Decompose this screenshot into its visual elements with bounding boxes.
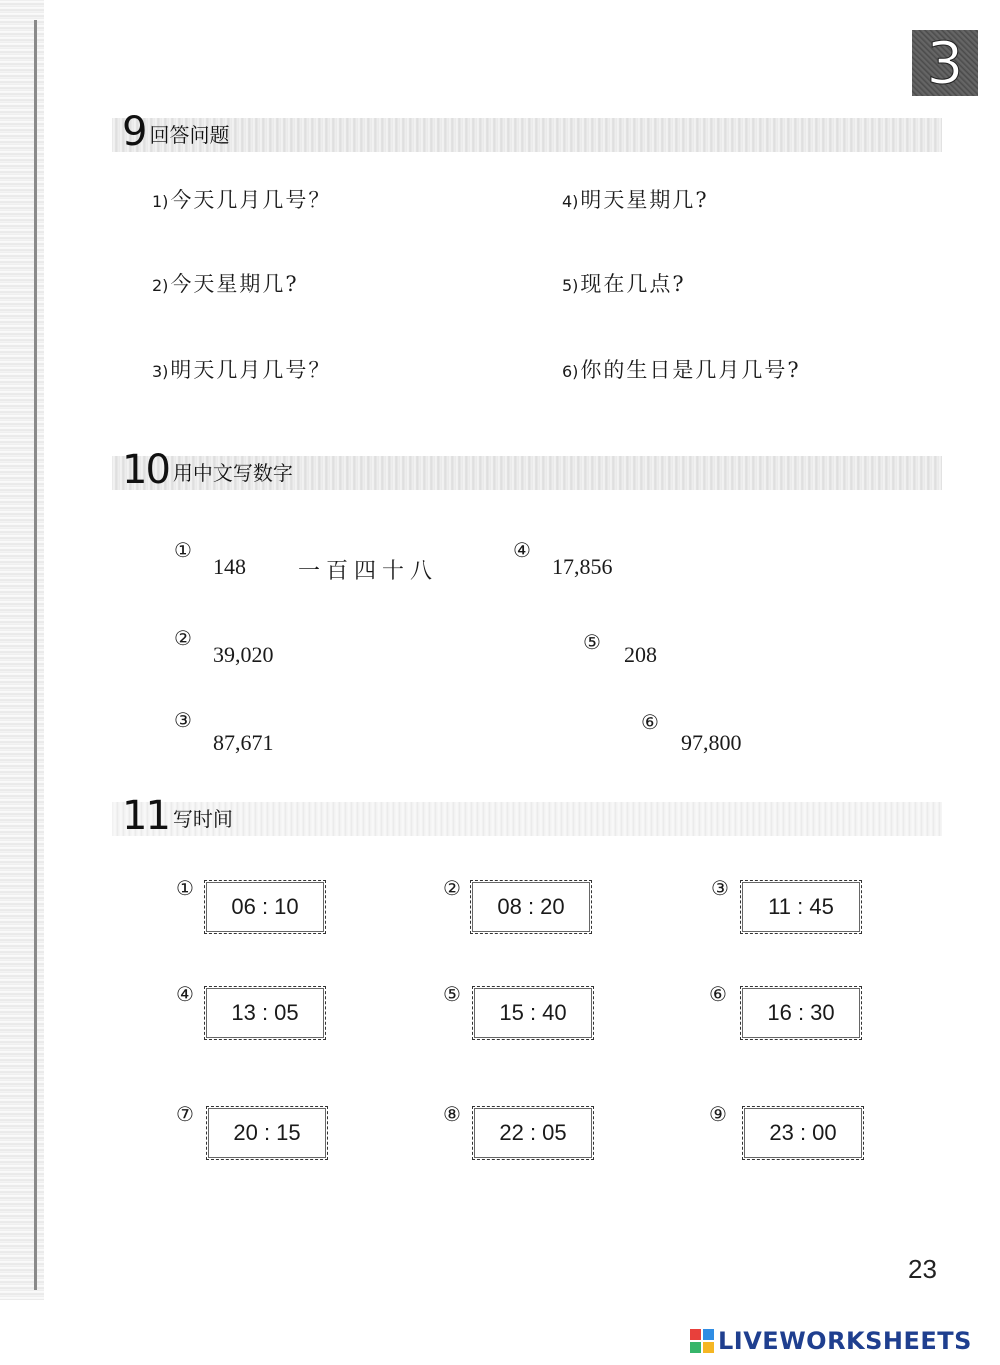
question-number: 2) bbox=[152, 276, 169, 295]
question-6 bbox=[562, 354, 801, 384]
number-value: 208 bbox=[624, 642, 657, 667]
item-marker: ⑤ bbox=[443, 982, 461, 1006]
item-marker: ① bbox=[174, 538, 192, 562]
item-marker: ② bbox=[174, 626, 192, 650]
time-box bbox=[204, 880, 326, 934]
page-number: 23 bbox=[908, 1254, 937, 1284]
item-marker: ⑧ bbox=[443, 1102, 461, 1126]
question-text: 今天星期几? bbox=[170, 272, 299, 296]
section-11-title: 写时间 bbox=[172, 807, 233, 831]
item-marker: ④ bbox=[176, 982, 194, 1006]
item-marker: ③ bbox=[711, 876, 729, 900]
time-text: 08 : 20 bbox=[497, 894, 565, 919]
item-marker: ④ bbox=[513, 538, 531, 562]
time-box bbox=[206, 1106, 328, 1160]
question-number: 3) bbox=[152, 362, 169, 381]
time-text: 22 : 05 bbox=[499, 1120, 567, 1145]
number-value: 39,020 bbox=[213, 642, 274, 667]
section-10-header bbox=[112, 447, 942, 493]
section-11-number: 11 bbox=[122, 793, 169, 839]
item-marker: ⑨ bbox=[709, 1102, 727, 1126]
question-text: 明天几月几号？ bbox=[170, 358, 332, 382]
section-11-header bbox=[112, 793, 942, 839]
chapter-number: 3 bbox=[926, 29, 964, 97]
section-9-number: 9 bbox=[122, 109, 146, 155]
time-box bbox=[742, 1106, 864, 1160]
number-value: 97,800 bbox=[681, 730, 742, 755]
time-text: 11 : 45 bbox=[768, 894, 834, 919]
number-value: 148 bbox=[213, 554, 246, 579]
question-5 bbox=[562, 268, 686, 298]
binding-line bbox=[34, 20, 37, 1290]
question-text: 今天几月几号？ bbox=[170, 188, 332, 212]
item-marker: ③ bbox=[174, 708, 192, 732]
item-marker: ⑤ bbox=[583, 630, 601, 654]
section-9-header bbox=[112, 109, 942, 155]
scan-binding-edge bbox=[0, 0, 44, 1300]
item-marker: ⑥ bbox=[709, 982, 727, 1006]
question-3 bbox=[152, 354, 331, 384]
time-text: 20 : 15 bbox=[233, 1120, 301, 1145]
time-text: 06 : 10 bbox=[231, 894, 299, 919]
time-text: 16 : 30 bbox=[767, 1000, 835, 1025]
time-box bbox=[472, 986, 594, 1040]
question-4 bbox=[562, 184, 709, 214]
question-text: 明天星期几? bbox=[580, 188, 709, 212]
answer-text: 一百四十八 bbox=[298, 559, 439, 584]
time-box bbox=[470, 880, 592, 934]
item-marker: ② bbox=[443, 876, 461, 900]
time-box bbox=[740, 880, 862, 934]
question-number: 6) bbox=[562, 362, 579, 381]
chapter-badge bbox=[912, 30, 978, 96]
question-text: 现在几点? bbox=[580, 272, 686, 296]
question-text: 你的生日是几月几号? bbox=[580, 358, 801, 382]
question-1 bbox=[152, 184, 331, 214]
question-2 bbox=[152, 268, 299, 298]
brand-text: LIVEWORKSHEETS bbox=[718, 1327, 972, 1355]
question-number: 5) bbox=[562, 276, 579, 295]
question-number: 4) bbox=[562, 192, 579, 211]
item-marker: ⑥ bbox=[641, 710, 659, 734]
section-10-number: 10 bbox=[122, 447, 169, 493]
item-marker: ① bbox=[176, 876, 194, 900]
section-10-title: 用中文写数字 bbox=[172, 461, 293, 485]
liveworksheets-brand[interactable] bbox=[690, 1326, 972, 1356]
time-box bbox=[472, 1106, 594, 1160]
number-value: 87,671 bbox=[213, 730, 274, 755]
time-box bbox=[740, 986, 862, 1040]
number-value: 17,856 bbox=[552, 554, 613, 579]
question-number: 1) bbox=[152, 192, 169, 211]
liveworksheets-logo-icon bbox=[690, 1329, 714, 1353]
time-text: 23 : 00 bbox=[769, 1120, 837, 1145]
time-text: 15 : 40 bbox=[499, 1000, 567, 1025]
section-9-title: 回答问题 bbox=[149, 123, 230, 147]
item-marker: ⑦ bbox=[176, 1102, 194, 1126]
time-text: 13 : 05 bbox=[231, 1000, 299, 1025]
time-box bbox=[204, 986, 326, 1040]
